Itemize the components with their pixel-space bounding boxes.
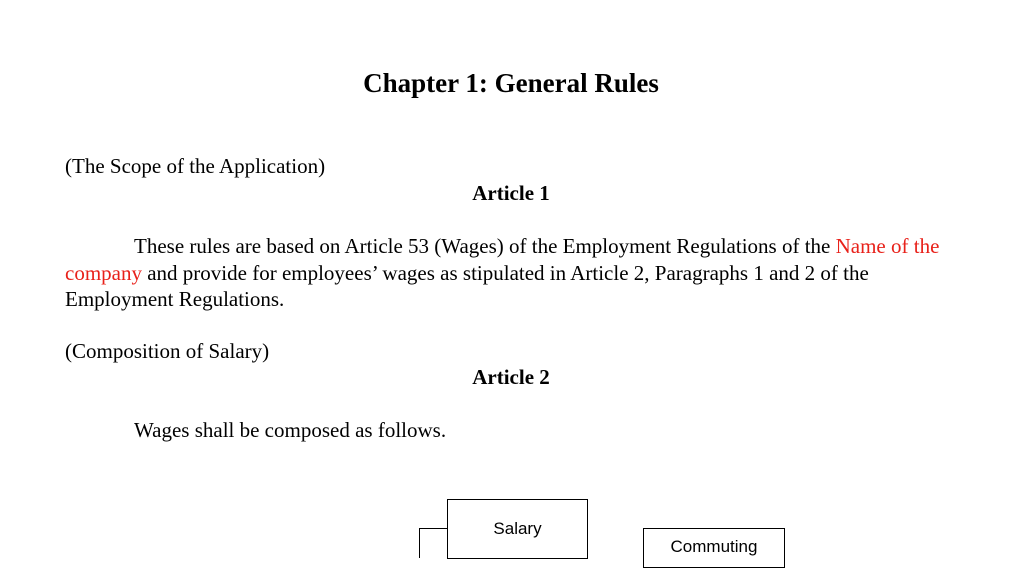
article-1-section-label: (The Scope of the Application) [65, 154, 326, 178]
article-2-paragraph [65, 417, 960, 444]
chapter-title: Chapter 1: General Rules [363, 68, 659, 98]
article-2-text: Wages shall be composed as follows. [134, 418, 447, 442]
article-1-heading: Article 1 [472, 181, 550, 205]
diagram-box-commuting: Commuting [643, 528, 785, 568]
diagram-connector-vertical [419, 528, 420, 558]
article-2-section-label: (Composition of Salary) [65, 339, 270, 363]
diagram-connector-horizontal [419, 528, 447, 529]
article-2-heading: Article 2 [472, 365, 550, 389]
company-name-placeholder: Name of the company [65, 234, 940, 285]
article-1-text-after: and provide for employees’ wages as stipulated in Article 2, Paragraphs 1 and 2 of the Employment Regulations. [65, 260, 869, 311]
article-1-paragraph [65, 233, 960, 313]
diagram-box-salary: Salary [447, 499, 588, 559]
article-1-text-before: These rules are based on Article 53 (Wages) of the Employment Regulations of the [134, 234, 836, 258]
